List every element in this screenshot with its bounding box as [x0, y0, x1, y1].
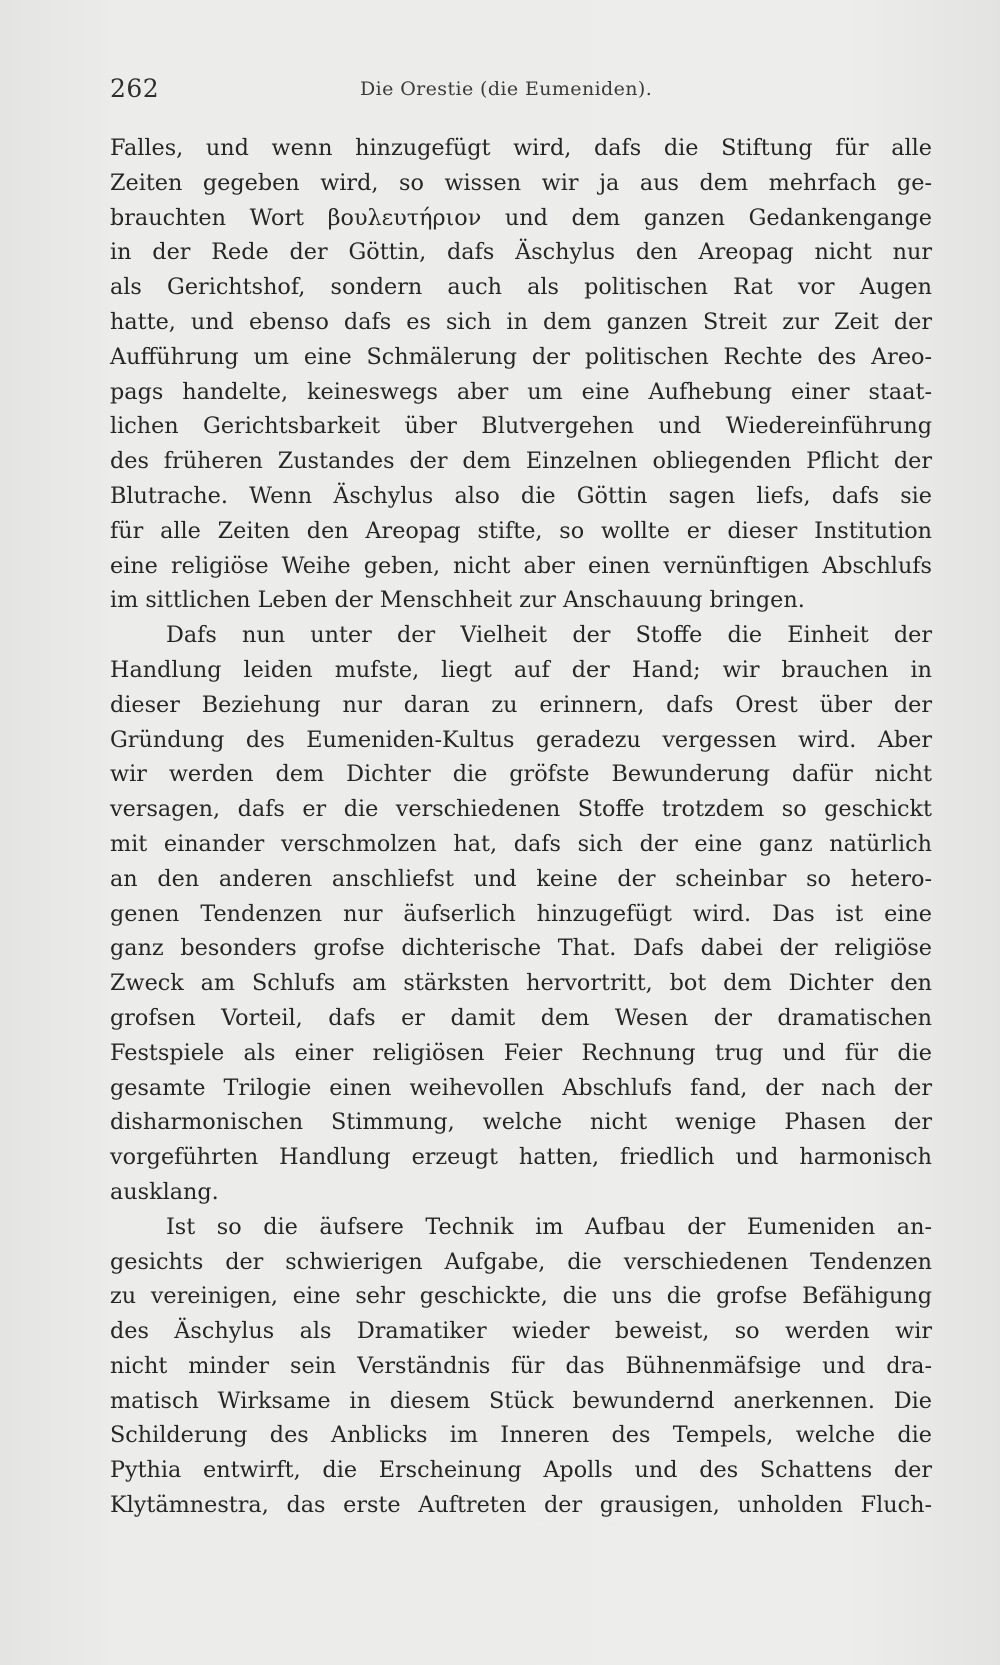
text-line: Falles, und wenn hinzugefügt wird, dafs die Stiftung für alle: [110, 135, 932, 161]
text-line: des Äschylus als Dramatiker wieder beweist, so werden wir: [110, 1318, 932, 1345]
text-line: lichen Gerichtsbarkeit über Blutvergehen und Wiedereinführung: [110, 413, 932, 440]
text-line: in der Rede der Göttin, dafs Äschylus den Areopag nicht nur: [110, 239, 932, 266]
text-line: für alle Zeiten den Areopag stifte, so wollte er dieser Institution: [110, 517, 932, 544]
text-line: mit einander verschmolzen hat, dafs sich der eine ganz natürlich: [110, 830, 932, 857]
text-line: disharmonischen Stimmung, welche nicht wenige Phasen der: [110, 1109, 932, 1136]
text-line: Aufführung um eine Schmälerung der politischen Rechte des Areo-: [110, 343, 932, 370]
text-line: Klytämnestra, das erste Auftreten der grausigen, unholden Fluch-: [110, 1492, 932, 1519]
text-line: dieser Beziehung nur daran zu erinnern, dafs Orest über der: [110, 691, 932, 718]
text-line: vorgeführten Handlung erzeugt hatten, friedlich und harmonisch: [110, 1144, 932, 1171]
text-line: eine religiöse Weihe geben, nicht aber einen vernünftigen Abschlufs: [110, 552, 932, 579]
text-line: wir werden dem Dichter die gröfste Bewunderung dafür nicht: [110, 761, 932, 788]
text-line: Handlung leiden mufste, liegt auf der Hand; wir brauchen in: [110, 656, 932, 683]
text-line: grofsen Vorteil, dafs er damit dem Wesen der dramatischen: [110, 1004, 932, 1031]
running-title: Die Orestie (die Eumeniden).: [360, 78, 653, 100]
text-line: matisch Wirksame in diesem Stück bewundernd anerkennen. Die: [110, 1387, 932, 1414]
page-header: [110, 68, 932, 108]
text-line: des früheren Zustandes der dem Einzelnen obliegenden Pflicht der: [110, 448, 932, 475]
text-line: Zweck am Schlufs am stärksten hervortritt, bot dem Dichter den: [110, 970, 932, 997]
text-line: Pythia entwirft, die Erscheinung Apolls und des Schattens der: [110, 1457, 932, 1484]
text-line: zu vereinigen, eine sehr geschickte, die uns die grofse Befähigung: [110, 1283, 932, 1310]
text-line: im sittlichen Leben der Menschheit zur Anschauung bringen.: [110, 587, 805, 614]
page-number: 262: [110, 74, 160, 103]
text-line: Ist so die äufsere Technik im Aufbau der Eumeniden an-: [166, 1213, 932, 1240]
text-line: ausklang.: [110, 1178, 219, 1205]
text-line: gesamte Trilogie einen weihevollen Abschlufs fand, der nach der: [110, 1074, 932, 1101]
text-line: Schilderung des Anblicks im Inneren des Tempels, welche die: [110, 1422, 932, 1449]
text-line: ganz besonders grofse dichterische That. Dafs dabei der religiöse: [110, 935, 932, 962]
text-line: Gründung des Eumeniden-Kultus geradezu vergessen wird. Aber: [110, 726, 932, 753]
text-line: gesichts der schwierigen Aufgabe, die verschiedenen Tendenzen: [110, 1248, 932, 1275]
text-line: pags handelte, keineswegs aber um eine Aufhebung einer staat-: [110, 378, 932, 405]
text-line: Dafs nun unter der Vielheit der Stoffe die Einheit der: [166, 622, 932, 649]
text-line: Festspiele als einer religiösen Feier Rechnung trug und für die: [110, 1039, 932, 1066]
text-line: an den anderen anschliefst und keine der scheinbar so hetero-: [110, 865, 932, 892]
text-line: nicht minder sein Verständnis für das Bühnenmäfsige und dra-: [110, 1352, 932, 1379]
text-line: Blutrache. Wenn Äschylus also die Göttin sagen liefs, dafs sie: [110, 482, 932, 509]
body-text: [110, 131, 932, 1523]
text-line: als Gerichtshof, sondern auch als politischen Rat vor Augen: [110, 274, 932, 301]
text-line: versagen, dafs er die verschiedenen Stoffe trotzdem so geschickt: [110, 796, 932, 823]
text-line: brauchten Wort βουλευτήριον und dem ganzen Gedankengange: [110, 204, 932, 231]
text-line: genen Tendenzen nur äufserlich hinzugefügt wird. Das ist eine: [110, 900, 932, 927]
text-line: Zeiten gegeben wird, so wissen wir ja aus dem mehrfach ge-: [110, 169, 932, 196]
text-line: hatte, und ebenso dafs es sich in dem ganzen Streit zur Zeit der: [110, 308, 932, 335]
